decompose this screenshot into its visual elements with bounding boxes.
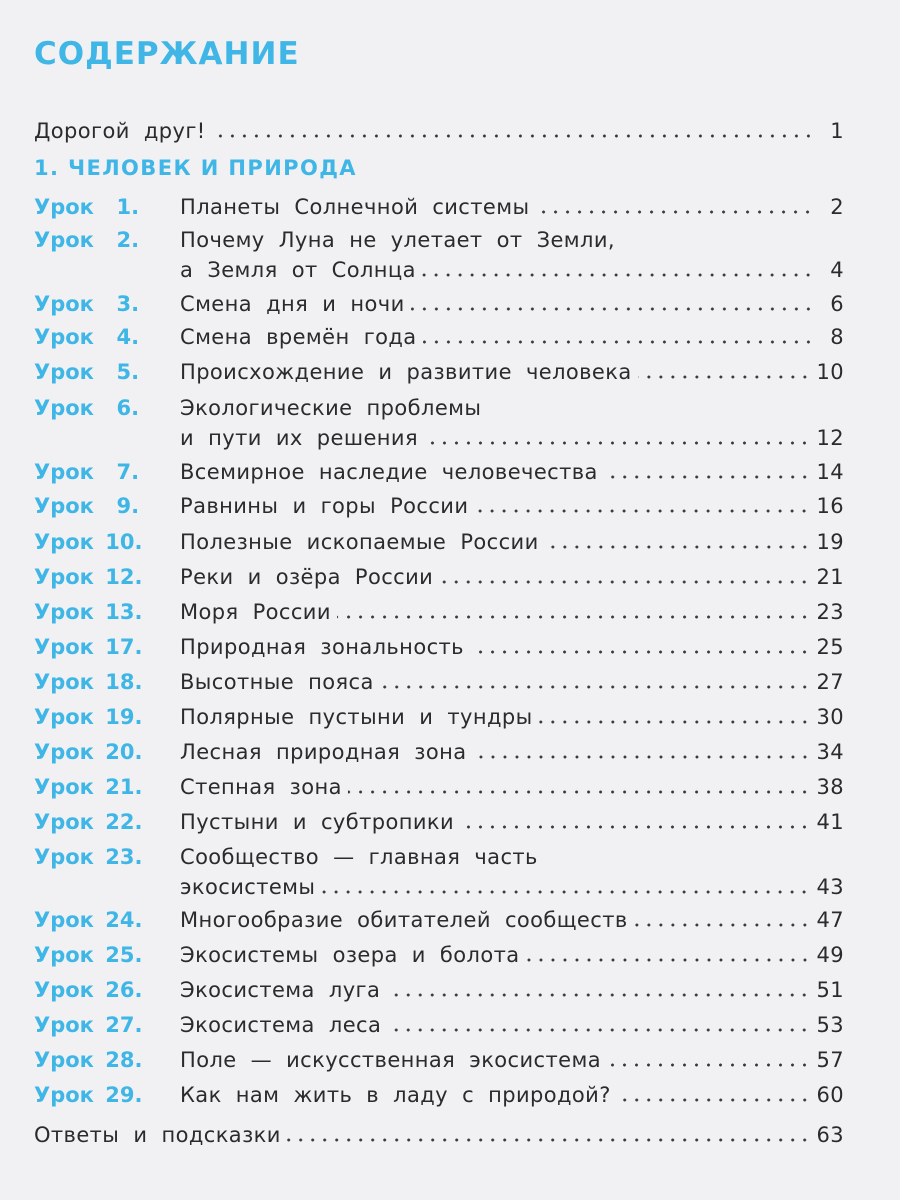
page-number: 53 xyxy=(816,1013,844,1037)
page-number: 14 xyxy=(816,460,844,484)
lesson-label: Урок 7. xyxy=(34,460,140,484)
entry-text: Пустыни и субтропики xyxy=(180,810,454,834)
lesson-label: Урок 12. xyxy=(34,565,143,589)
page-number: 21 xyxy=(816,565,844,589)
lesson-label: Урок 23. xyxy=(34,845,143,869)
lesson-label: Урок 3. xyxy=(34,292,140,316)
page-number: 8 xyxy=(830,325,844,349)
dot-leader xyxy=(212,134,814,138)
entry-text: и пути их решения xyxy=(180,426,418,450)
entry-text: Смена дня и ночи xyxy=(180,292,405,316)
page-number: 51 xyxy=(816,978,844,1002)
dot-leader xyxy=(474,509,810,513)
lesson-label: Урок 24. xyxy=(34,908,143,932)
dot-leader xyxy=(617,1098,811,1102)
lesson-label: Урок 5. xyxy=(34,360,140,384)
page-number: 23 xyxy=(816,600,844,624)
lesson-label: Урок 21. xyxy=(34,775,143,799)
page-number: 4 xyxy=(830,258,844,282)
dot-leader xyxy=(380,685,811,689)
dot-leader xyxy=(337,615,811,619)
page-number: 47 xyxy=(816,908,844,932)
page-number: 1 xyxy=(830,119,844,143)
lesson-label: Урок 2. xyxy=(34,228,140,252)
dot-leader xyxy=(387,1028,810,1032)
dot-leader xyxy=(423,340,814,344)
lesson-label: Урок 26. xyxy=(34,978,143,1002)
dot-leader xyxy=(422,273,814,277)
dot-leader xyxy=(604,475,811,479)
entry-text: Многообразие обитателей сообществ xyxy=(180,908,628,932)
lesson-label: Урок 22. xyxy=(34,810,143,834)
dot-leader xyxy=(439,580,810,584)
lesson-label: Урок 20. xyxy=(34,740,143,764)
lesson-label: Урок 25. xyxy=(34,943,143,967)
entry-text: а Земля от Солнца xyxy=(180,258,416,282)
lesson-label: Урок 17. xyxy=(34,635,143,659)
section-heading: 1. ЧЕЛОВЕК И ПРИРОДА xyxy=(34,156,357,180)
page-number: 63 xyxy=(816,1123,844,1147)
entry-text: Моря России xyxy=(180,600,331,624)
entry-text: Поле — искусственная экосистема xyxy=(180,1048,601,1072)
dot-leader xyxy=(287,1138,811,1142)
dot-leader xyxy=(386,993,810,997)
entry-text: Происхождение и развитие человека xyxy=(180,360,632,384)
page-number: 30 xyxy=(816,705,844,729)
entry-text: Полезные ископаемые России xyxy=(180,530,539,554)
page-number: 2 xyxy=(830,195,844,219)
dot-leader xyxy=(460,825,810,829)
page-number: 41 xyxy=(816,810,844,834)
page-number: 19 xyxy=(816,530,844,554)
entry-text: Планеты Солнечной системы xyxy=(180,195,530,219)
dot-leader xyxy=(411,307,814,311)
page-number: 34 xyxy=(816,740,844,764)
dot-leader xyxy=(638,375,811,379)
entry-text: Ответы и подсказки xyxy=(34,1123,281,1147)
toc-title: СОДЕРЖАНИЕ xyxy=(34,36,300,72)
page-number: 38 xyxy=(816,775,844,799)
lesson-label: Урок 6. xyxy=(34,396,140,420)
page-number: 43 xyxy=(816,875,844,899)
page-number: 25 xyxy=(816,635,844,659)
page-number: 16 xyxy=(816,494,844,518)
lesson-label: Урок 13. xyxy=(34,600,143,624)
page-number: 10 xyxy=(816,360,844,384)
entry-text: Природная зональность xyxy=(180,635,464,659)
entry-text: Экосистемы озера и болота xyxy=(180,943,520,967)
entry-text-line: Почему Луна не улетает от Земли, xyxy=(180,228,615,252)
entry-text: Лесная природная зона xyxy=(180,740,467,764)
page-number: 60 xyxy=(816,1083,844,1107)
lesson-label: Урок 28. xyxy=(34,1048,143,1072)
lesson-label: Урок 10. xyxy=(34,530,143,554)
lesson-label: Урок 9. xyxy=(34,494,140,518)
entry-text: экосистемы xyxy=(180,875,316,899)
entry-text: Всемирное наследие человечества xyxy=(180,460,598,484)
lesson-label: Урок 29. xyxy=(34,1083,143,1107)
entry-text-line: Сообщество — главная часть xyxy=(180,845,538,869)
page-number: 49 xyxy=(816,943,844,967)
dot-leader xyxy=(535,210,814,214)
dot-leader xyxy=(634,923,811,927)
lesson-label: Урок 27. xyxy=(34,1013,143,1037)
entry-text: Степная зона xyxy=(180,775,342,799)
entry-text: Экосистема луга xyxy=(180,978,381,1002)
page-number: 57 xyxy=(816,1048,844,1072)
dot-leader xyxy=(545,545,811,549)
page-number: 27 xyxy=(816,670,844,694)
entry-text: Реки и озёра России xyxy=(180,565,434,589)
entry-text: Высотные пояса xyxy=(180,670,374,694)
entry-text: Экосистема леса xyxy=(180,1013,382,1037)
lesson-label: Урок 19. xyxy=(34,705,143,729)
entry-text: Равнины и горы России xyxy=(180,494,469,518)
entry-text: Смена времён года xyxy=(180,325,417,349)
dot-leader xyxy=(526,958,811,962)
dot-leader xyxy=(539,720,811,724)
page-number: 6 xyxy=(830,292,844,316)
dot-leader xyxy=(348,790,811,794)
dot-leader xyxy=(470,650,811,654)
dot-leader xyxy=(473,755,811,759)
entry-text-line: Экологические проблемы xyxy=(180,396,482,420)
dot-leader xyxy=(607,1063,811,1067)
entry-text: Полярные пустыни и тундры xyxy=(180,705,533,729)
entry-text: Как нам жить в ладу с природой? xyxy=(180,1083,611,1107)
lesson-label: Урок 18. xyxy=(34,670,143,694)
page-number: 12 xyxy=(816,426,844,450)
entry-text: Дорогой друг! xyxy=(34,119,206,143)
lesson-label: Урок 4. xyxy=(34,325,140,349)
dot-leader xyxy=(321,890,810,894)
dot-leader xyxy=(424,441,810,445)
lesson-label: Урок 1. xyxy=(34,195,140,219)
